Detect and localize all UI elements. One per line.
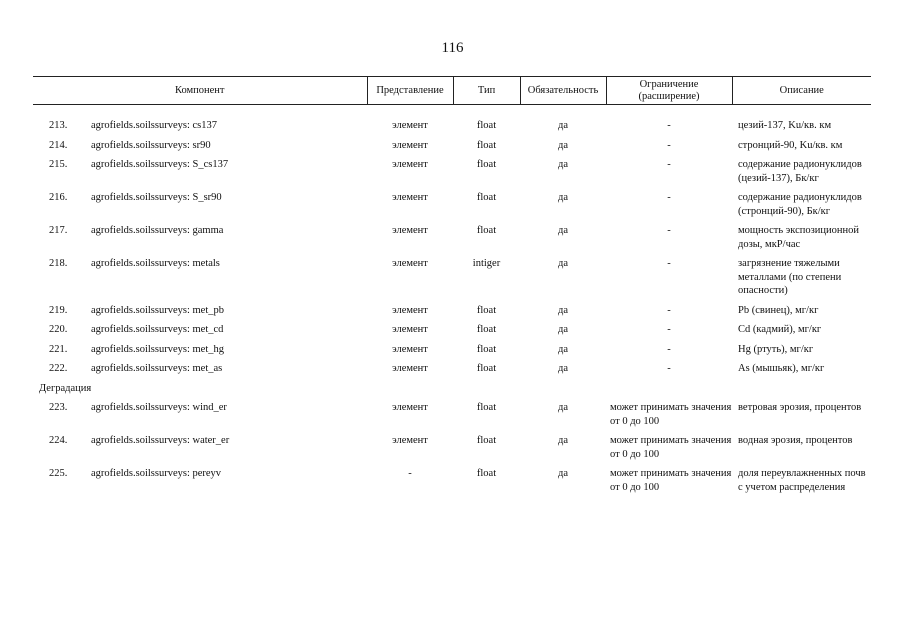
row-constraint: - (667, 324, 671, 335)
row-description: загрязнение тяжелыми металлами (по степени опасности) (738, 258, 842, 296)
row-number: 224. (49, 435, 68, 446)
section-row (33, 382, 871, 402)
row-mandatory: да (558, 225, 569, 236)
row-description: содержание радионуклидов (стронций-90), Бк/кг (738, 192, 862, 217)
row-constraint: - (667, 258, 671, 269)
row-description: содержание радионуклидов (цезий-137), Бк/кг (738, 159, 862, 184)
row-number: 216. (49, 192, 68, 203)
row-mandatory: да (558, 363, 569, 374)
row-component: agrofields.soilssurveys: met_hg (91, 343, 224, 355)
row-component: agrofields.soilssurveys: wind_er (91, 402, 227, 413)
header-component: Компонент (33, 77, 367, 105)
table-row (33, 362, 871, 382)
row-description: Hg (ртуть), мг/кг (738, 343, 814, 355)
row-representation: элемент (392, 435, 428, 446)
row-description: цезий-137, Ku/кв. км (738, 120, 832, 131)
row-description: водная эрозия, процентов (738, 435, 853, 446)
row-type: float (476, 139, 497, 151)
table-row (33, 224, 871, 257)
row-representation: элемент (392, 324, 428, 335)
row-mandatory: да (558, 192, 569, 203)
row-constraint: может принимать значения от 0 до 100 (610, 435, 732, 460)
row-number: 223. (49, 402, 68, 413)
table-row (33, 158, 871, 191)
row-mandatory: да (558, 343, 569, 355)
table-row (33, 191, 871, 224)
table-header-row (33, 77, 871, 105)
table-row (33, 434, 871, 467)
table-row (33, 139, 871, 159)
row-number: 214. (49, 139, 68, 151)
row-type: intiger (472, 258, 501, 269)
row-component: agrofields.soilssurveys: water_er (91, 435, 230, 446)
header-type: Тип (453, 77, 520, 105)
row-mandatory: да (558, 258, 569, 269)
row-type: float (476, 120, 497, 131)
table-row (33, 323, 871, 343)
row-representation: элемент (392, 225, 428, 236)
header-constraint (606, 77, 732, 105)
row-component: agrofields.soilssurveys: met_pb (91, 304, 224, 316)
table-row (33, 257, 871, 304)
row-mandatory: да (558, 304, 569, 316)
row-constraint: - (667, 159, 671, 170)
row-number: 213. (49, 120, 68, 131)
section-title: Деградация (39, 382, 92, 394)
row-representation: элемент (392, 120, 428, 131)
row-number: 221. (49, 343, 68, 355)
row-type: float (476, 402, 497, 413)
row-mandatory: да (558, 120, 569, 131)
row-component: agrofields.soilssurveys: metals (91, 258, 220, 269)
row-mandatory: да (558, 159, 569, 170)
row-constraint: может принимать значения от 0 до 100 (610, 468, 732, 493)
row-representation: элемент (392, 139, 428, 151)
row-constraint: - (667, 192, 671, 203)
row-number: 220. (49, 324, 68, 335)
row-component: agrofields.soilssurveys: pereyv (91, 468, 222, 479)
table-row (33, 304, 871, 324)
data-table (33, 76, 871, 500)
row-type: float (476, 159, 497, 170)
table-spacer (33, 105, 871, 120)
header-constraint-line2: (расширение) (638, 90, 700, 102)
row-representation: элемент (392, 343, 428, 355)
row-number: 219. (49, 304, 68, 316)
row-mandatory: да (558, 402, 569, 413)
row-type: float (476, 435, 497, 446)
row-type: float (476, 468, 497, 479)
row-component: agrofields.soilssurveys: gamma (91, 225, 224, 236)
row-constraint: - (667, 139, 671, 151)
row-description: мощность экспозиционной дозы, мкР/час (738, 225, 860, 250)
row-type: float (476, 192, 497, 203)
row-constraint: - (667, 120, 671, 131)
row-representation: элемент (392, 304, 428, 316)
row-component: agrofields.soilssurveys: S_sr90 (91, 192, 222, 203)
row-representation: элемент (392, 159, 428, 170)
row-representation: элемент (392, 363, 428, 374)
row-description: стронций-90, Ku/кв. км (738, 139, 843, 151)
header-description: Описание (732, 77, 871, 105)
table-row (33, 401, 871, 434)
row-number: 225. (49, 468, 68, 479)
row-constraint: - (667, 304, 671, 316)
header-mandatory: Обязательность (520, 77, 606, 105)
row-component: agrofields.soilssurveys: S_cs137 (91, 159, 229, 170)
row-constraint: может принимать значения от 0 до 100 (610, 402, 732, 427)
row-type: float (476, 304, 497, 316)
page-number: 116 (441, 40, 464, 56)
row-representation: элемент (392, 402, 428, 413)
row-representation: элемент (392, 258, 428, 269)
row-component: agrofields.soilssurveys: cs137 (91, 120, 217, 131)
row-mandatory: да (558, 324, 569, 335)
row-constraint: - (667, 363, 671, 374)
row-description: Cd (кадмий), мг/кг (738, 324, 822, 335)
row-component: agrofields.soilssurveys: sr90 (91, 139, 211, 151)
row-component: agrofields.soilssurveys: met_as (91, 363, 223, 374)
table-row (33, 119, 871, 139)
row-description: доля переувлажненных почв с учетом распределения (738, 468, 866, 493)
row-number: 218. (49, 258, 68, 269)
row-component: agrofields.soilssurveys: met_cd (91, 324, 224, 335)
row-constraint: - (667, 343, 671, 355)
table-row (33, 343, 871, 363)
row-description: ветровая эрозия, процентов (738, 402, 862, 413)
row-mandatory: да (558, 468, 569, 479)
table-row (33, 467, 871, 500)
row-type: float (476, 225, 497, 236)
row-mandatory: да (558, 139, 569, 151)
row-type: float (476, 363, 497, 374)
row-representation: - (408, 468, 412, 479)
row-description: As (мышьяк), мг/кг (738, 363, 825, 374)
row-description: Pb (свинец), мг/кг (738, 304, 819, 316)
row-representation: элемент (392, 192, 428, 203)
row-constraint: - (667, 225, 671, 236)
row-type: float (476, 343, 497, 355)
header-constraint-line1: Ограничение (639, 78, 699, 90)
row-mandatory: да (558, 435, 569, 446)
row-type: float (476, 324, 497, 335)
header-representation: Представление (367, 77, 453, 105)
row-number: 217. (49, 225, 68, 236)
row-number: 215. (49, 159, 68, 170)
row-number: 222. (49, 363, 68, 374)
